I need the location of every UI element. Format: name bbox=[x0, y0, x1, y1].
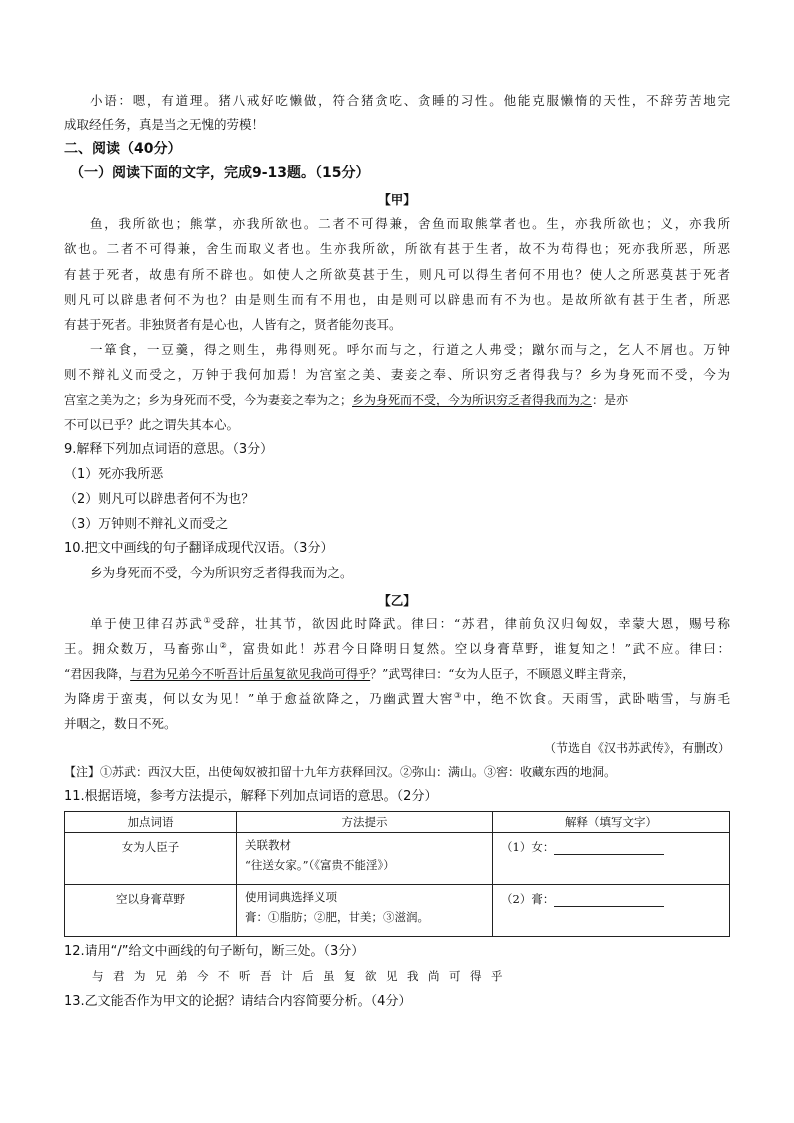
subsection-title: （一）阅读下面的文字，完成9-13题。（15分） bbox=[70, 165, 370, 181]
question-10-stem: 10.把文中画线的句子翻译成现代汉语。（3分） bbox=[64, 541, 334, 556]
question-9-item: （1）死亦我所恶 bbox=[64, 467, 164, 482]
passage-yi-heading: 【乙】 bbox=[378, 593, 416, 608]
passage-line: 有甚于死者，故患有所不辟也。如使人之所欲莫甚于生，则凡可以得生者何不用也？使人之所恶莫甚于死者 bbox=[64, 268, 730, 282]
passage-line: 为降虏于蛮夷，何以女为见！”单于愈益欲降之，乃幽武置大窖③中，绝不饮食。天雨雪，武卧啮雪，与旃毛 bbox=[64, 692, 730, 706]
table-row bbox=[65, 833, 730, 885]
table-cell-word: 女为人臣子 bbox=[65, 833, 237, 885]
note-mark: ① bbox=[203, 617, 213, 625]
passage-note: 【注】①苏武：西汉大臣，出使匈奴被扣留十九年方获释回汉。②弥山：满山。③窖：收藏东西的地洞。 bbox=[64, 765, 617, 779]
passage-text: 宫室之美为之；乡为身死而不受，今为妻妾之奉为之； bbox=[64, 393, 353, 407]
table-header: 方法提示 bbox=[237, 812, 493, 833]
question-9-item: （2）则凡可以辟患者何不为也？ bbox=[64, 492, 255, 507]
passage-line: 不可以已乎？此之谓失其本心。 bbox=[64, 418, 240, 432]
passage-line: 并咽之，数日不死。 bbox=[64, 717, 177, 731]
question-13-stem: 13.乙文能否作为甲文的论据？请结合内容简要分析。（4分） bbox=[64, 994, 412, 1009]
table-header: 解释（填写文字） bbox=[493, 812, 730, 833]
question-12-stem: 12.请用“/”给文中画线的句子断句，断三处。（3分） bbox=[64, 944, 365, 959]
intro-line: 成取经任务，真是当之无愧的劳模！ bbox=[64, 118, 265, 132]
passage-line: 一箪食，一豆羹，得之则生，弗得则死。呼尔而与之，行道之人弗受；蹴尔而与之，乞人不屑也。万钟 bbox=[90, 343, 730, 357]
note-mark: ② bbox=[219, 642, 229, 650]
answer-blank[interactable] bbox=[554, 842, 664, 855]
table-header: 加点词语 bbox=[65, 812, 237, 833]
question-10-sentence: 乡为身死而不受，今为所识穷乏者得我而为之。 bbox=[90, 566, 353, 580]
passage-line: 有甚于死者。非独贤者有是心也，人皆有之，贤者能勿丧耳。 bbox=[64, 318, 402, 332]
question-9-item: （3）万钟则不辩礼义而受之 bbox=[64, 517, 229, 532]
passage-line: 则不辩礼义而受之，万钟于我何加焉！为宫室之美、妻妾之奉、所识穷乏者得我与？乡为身死而不受，今为 bbox=[64, 368, 730, 382]
passage-line: 鱼，我所欲也；熊掌，亦我所欲也。二者不可得兼，舍鱼而取熊掌者也。生，亦我所欲也；义，亦我所 bbox=[90, 217, 730, 231]
passage-line: “君因我降，与君为兄弟今不听吾计后虽复欲见我尚可得乎？”武骂律曰：“女为人臣子，不顾恩义畔主背亲， bbox=[64, 667, 635, 681]
question-11-table bbox=[64, 811, 730, 937]
note-mark: ③ bbox=[454, 692, 463, 700]
passage-line: 单于使卫律召苏武①受辞，壮其节，欲因此时降武。律曰：“苏君，律前负汉归匈奴，幸蒙大恩，赐号称 bbox=[90, 617, 730, 631]
table-row bbox=[65, 885, 730, 937]
question-12-text: 与君为兄弟今不听吾计后虽复欲见我尚可得乎 bbox=[92, 969, 512, 983]
passage-text: ：是亦 bbox=[592, 393, 629, 407]
underlined-sentence: 乡为身死而不受，今为所识穷乏者得我而为之 bbox=[352, 393, 593, 407]
passage-source: （节选自《汉书苏武传》，有删改） bbox=[543, 741, 730, 755]
table-cell-answer: （2）膏： bbox=[493, 885, 730, 937]
table-cell-word: 空以身膏草野 bbox=[65, 885, 237, 937]
intro-line: 小语：嗯，有道理。猪八戒好吃懒做，符合猪贪吃、贪睡的习性。他能克服懒惰的天性，不辞劳苦地完 bbox=[90, 94, 730, 108]
section-title: 二、阅读（40分） bbox=[64, 141, 182, 157]
passage-line: 欲也。二者不可得兼，舍生而取义者也。生亦我所欲，所欲有甚于生者，故不为苟得也；死亦我所恶，所恶 bbox=[64, 242, 730, 256]
question-11-stem: 11.根据语境，参考方法提示，解释下列加点词语的意思。（2分） bbox=[64, 789, 438, 804]
passage-line: 王。拥众数万，马畜弥山②，富贵如此！苏君今日降明日复然。空以身膏草野，谁复知之！”武不应。律曰： bbox=[64, 642, 730, 656]
passage-line: 则凡可以辟患者何不为也？由是则生而有不用也，由是则可以辟患而有不为也。是故所欲有甚于生者，所恶 bbox=[64, 293, 730, 307]
table-cell-hint: 使用词典选择义项 膏：①脂肪；②肥，甘美；③滋润。 bbox=[237, 885, 493, 937]
question-9-stem: 9.解释下列加点词语的意思。（3分） bbox=[64, 442, 274, 457]
table-cell-hint: 关联教材 “往送女家。”（《富贵不能淫》） bbox=[237, 833, 493, 885]
passage-line bbox=[64, 393, 730, 407]
passage-jia-heading: 【甲】 bbox=[378, 192, 416, 207]
underlined-sentence: 与君为兄弟今不听吾计后虽复欲见我尚可得乎 bbox=[130, 667, 371, 681]
table-cell-answer: （1）女： bbox=[493, 833, 730, 885]
answer-blank[interactable] bbox=[554, 894, 664, 907]
